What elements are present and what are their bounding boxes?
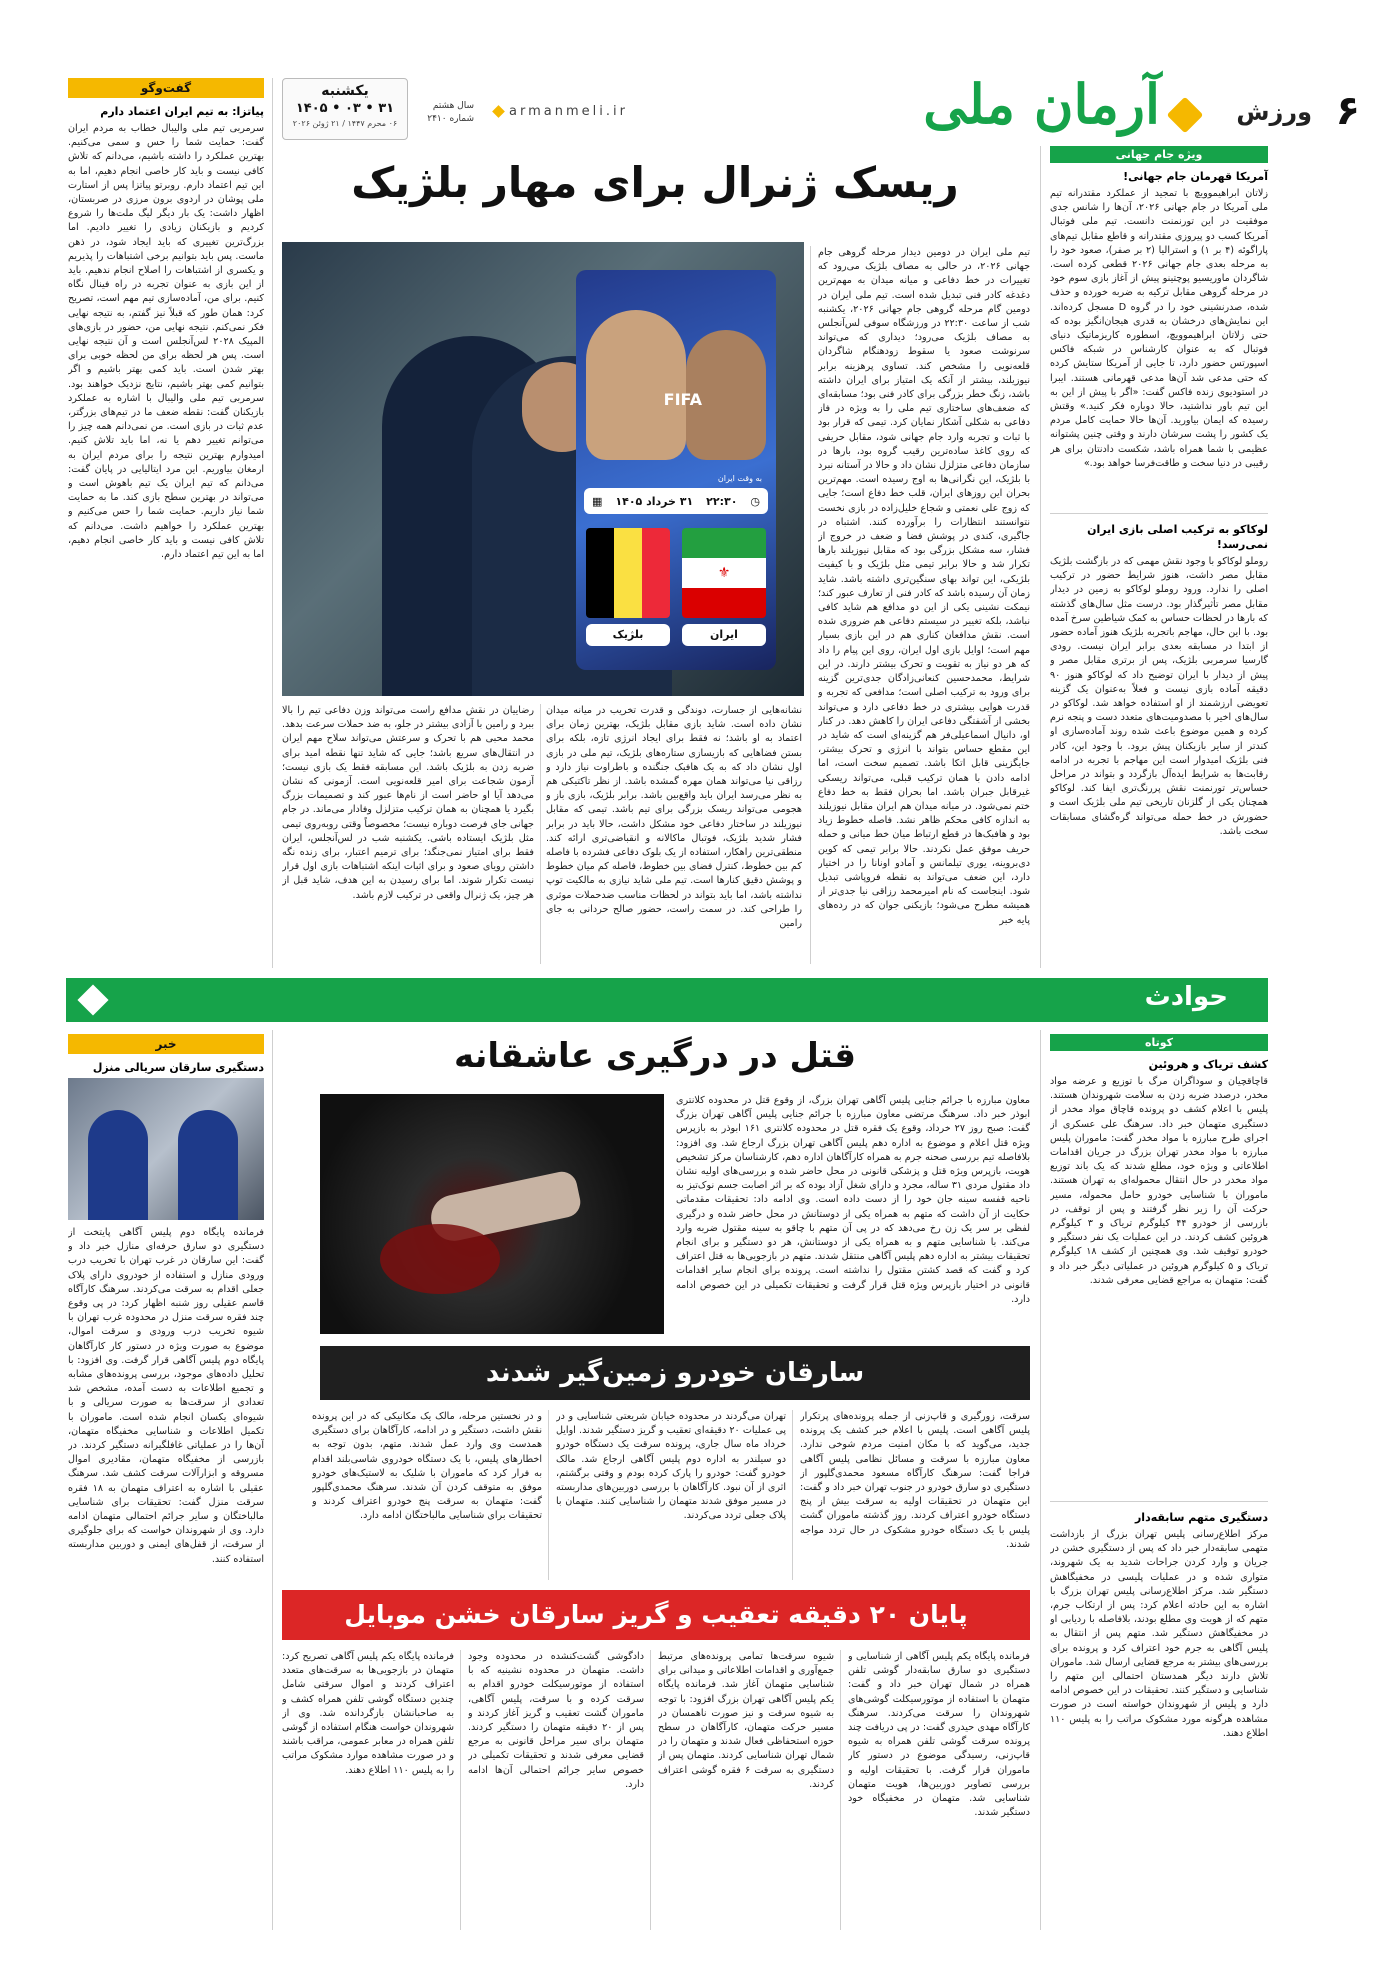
arrest-body: مرکز اطلاع‌رسانی پلیس تهران بزرگ از بازداشت متهمی سابقه‌دار خبر داد که پس از دستگیری خشن در جریان و وارد کردن جراحات شدید به یک شهروند، متواری شده و در عملیات پلیسی در مخفیگاهش دستگیر شد. مرکز اطلاع‌رسانی پلیس تهران بزرگ با اشاره به این حادثه اعلام کرد: پس از ارتکاب جرم، متهم که از هویت وی مطلع بودند، بلافاصله با ردیابی او در مخفیگاهش دستگیر شد. متهم پس از انتقال به پلیس آگاهی به جرم خود اعتراف کرد و پرونده برای بررسی‌های بیشتر به مرجع قضایی ارسال شد. ماموران تلاش دارند دیگر همدستان احتمالی این متهم را شناسایی و دستگیر کنند. تحقیقات در این خصوص ادامه دارد و پلیس از شهروندان خواسته است در صورت مشاهده هرگونه مورد مشکوک مراتب را به پلیس ۱۱۰ اطلاع دهند. <box>1050 1529 1268 1739</box>
thieves-column <box>68 1034 264 1930</box>
coach-photo <box>282 242 804 696</box>
match-info-bar <box>584 488 768 514</box>
fifa-label: FIFA <box>663 390 702 409</box>
murder-headline: قتل در درگیری عاشقانه <box>453 1036 857 1076</box>
mobile-col1: فرمانده پایگاه یکم پلیس آگاهی از شناسایی و دستگیری دو سارق سابقه‌دار گوشی تلفن همراه در شمال تهران خبر داد و گفت: متهمان با استفاده از موتورسیکلت گوشی‌های شهروندان را سرقت می‌کردند. سرهنگ کارآگاه مهدی حیدری گفت: در پی دریافت چند پرونده سرقت گوشی تلفن همراه به شیوه قاپ‌زنی، رسیدگی موضوع در دستور کار ماموران قرار گرفت. با تحقیقات اولیه و بررسی تصاویر دوربین‌ها، هویت متهمان شناسایی شد. متهمان در مخفیگاه خود دستگیر شدند. <box>848 1651 1030 1819</box>
interview-body: سرمربی تیم ملی والیبال خطاب به مردم ایران گفت: حمایت شما را حس و سمی می‌کنیم. بهترین عملکرد را داشته باشیم، می‌دانم که تلاش کافی نیست و باید کار خاصی انجام دهیم، اما به این تیم اعتماد دارم. روبرتو پیاتزا پس از استارت ملی پوشان در اردوی برون مرزی در صربستان، اظهار داشت: یک بار دیگر لیگ ملت‌ها را شروع کردیم و بازیکنان زیادی را تغییر دادیم. اما بزرگ‌ترین تغییری که باید ایجاد شود، در ذهن ماست. پس باید بتوانیم برخی اشتباهات را پذیریم و یکسری از اشتباهات را اصلاح انجام ندهیم. باید از این بازی به عنوان تجربه در راه فینال نگاه کنیم. برای من، آماده‌سازی تیم مهم است، تصریح کرد: همان طور که قبلاً نیز گفتم، به نتیجه نهایی فکر نمی‌کنم. نتیجه نهایی من، حضور در بازی‌های المپیک ۲۰۲۸ لس‌آنجلس است و آن نتیجه نهایی است. پس هر لحظه برای من لحظه خوبی برای بهتر شدن است. باید کمی بهتر باشیم و اگر بتوانیم کمی بهتر باشیم، نتایج نزدیک خواهند بود. سرمربی تیم ملی والیبال با اشاره به عملکرد بازیکنان گفت: نقطه ضعف ما در تیم‌های بزرگتر، عدم ثبات در بازی است. من نمی‌دانم همه چیز را می‌توانم تغییر دهم یا نه، اما باید تلاش کنیم. امیدوارم بهترین نتیجه را برای مردم ایران به ارمغان بیاوریم. این مرد ایتالیایی در پایان گفت: می‌دانم که تیم ایران یک تیم باهوش است و می‌تواند در بهترین سطح بازی کند. ما به حمایت شما نیاز داریم. حمایت شما را حس می‌کنیم و بهترین عملکرد را خواهیم داشت. می‌دانم که تلاش کافی نیست و باید کار خاصی انجام دهیم، اما به این تیم اعتماد دارم. <box>68 123 264 561</box>
site-block <box>494 104 628 119</box>
logo-diamond-icon <box>1167 97 1204 134</box>
date-persian: ۳۱ • ۰۳ • ۱۴۰۵ <box>295 101 395 116</box>
mobile-col2: شیوه سرقت‌ها تمامی پرونده‌های مرتبط جمع‌آوری و اقدامات اطلاعاتی و میدانی برای شناسایی متهمان آغاز شد. فرمانده پایگاه یکم پلیس آگاهی تهران بزرگ افزود: با توجه به شیوه سرقت و نیز صورت ناهمسان در مسیر حرکت متهمان، کارآگاهان در سطح حوزه استحفاظی فعال شدند و متهمان را در شمال تهران شناسایی کردند. متهمان پس از دستگیری به سرقت ۶ فقره گوشی اعتراف کردند. <box>658 1651 834 1790</box>
weekday: یکشنبه <box>321 83 369 99</box>
belgium-flag <box>586 528 670 618</box>
team-home-label: ایران <box>682 624 766 646</box>
car-col2: تهران می‌گردند در محدوده خیابان شریعتی شناسایی و در پی عملیات ۲۰ دقیقه‌ای تعقیب و گریز دستگیر شدند. اوایل خرداد ماه سال جاری، پرونده سرقت یک دستگاه خودرو دو سیلندر به اداره دوم پلیس آگاهی ارجاع شد. مالک خودرو گفت: خودرو را پارک کرده بودم و وقتی برگشتم، اثری از آن نبود. کارآگاهان با بررسی دوربین‌های مداربسته در مسیر موفق شدند متهمان را شناسایی کنند. متهمان با پلاک جعلی تردد می‌کردند. <box>556 1411 786 1522</box>
calendar-icon: ▦ <box>592 494 603 508</box>
section-name: ورزش <box>1236 98 1312 126</box>
date-other: ۰۶ محرم ۱۴۴۷ / ۲۱ ژوئن ۲۰۲۶ <box>292 119 398 128</box>
usa-headline: آمریکا قهرمان جام جهانی! <box>1123 170 1268 183</box>
newspaper-logo: آرمان ملی <box>923 72 1160 136</box>
match-date: ۳۱ خرداد ۱۴۰۵ <box>615 494 694 508</box>
thieves-photo <box>68 1078 264 1220</box>
site-url[interactable]: armanmeli.ir <box>509 104 628 119</box>
hawades-band <box>66 978 1268 1022</box>
issue-label: شماره ۲۴۱۰ <box>427 114 474 124</box>
team-away-label: بلژیک <box>586 624 670 646</box>
band-diamond-icon <box>77 984 108 1015</box>
hawades-label: حوادث <box>1144 982 1228 1012</box>
interview-column <box>68 78 264 968</box>
clock-icon: ◷ <box>750 494 760 508</box>
date-box <box>282 78 408 140</box>
briefs-column <box>1050 1034 1268 1930</box>
mobile-thieves-banner: پایان ۲۰ دقیقه تعقیب و گریز سارقان خشن موبایل <box>282 1590 1030 1640</box>
lukaku-headline: لوکاکو به ترکیب اصلی بازی ایران نمی‌رسد! <box>1087 523 1268 551</box>
worldcup-tag: ویژه جام جهانی <box>1050 146 1268 163</box>
car-thieves-banner: سارقان خودرو زمین‌گیر شدند <box>320 1346 1030 1400</box>
main-story-col1: تیم ملی ایران در دومین دیدار مرحله گروهی جام جهانی ۲۰۲۶، در حالی به مصاف بلژیک می‌رود که تغییرات در خط دفاعی و میانه میدان به مهم‌ترین دغدغه کادر فنی تبدیل شده است. تیم ملی ایران در دومین گام مرحله گروهی جام جهانی ۲۰۲۶، یکشنبه شب از ساعت ۲۲:۳۰ در ورزشگاه سوفی لس‌آنجلس به مصاف بلژیک می‌رود؛ دیداری که می‌تواند سرنوشت صعود یا سقوط زودهنگام شاگردان قلعه‌نویی را مشخص کند. تساوی پرهزینه برابر نیوزیلند، بیشتر از آنکه یک امتیاز برای ایران داشته باشد، زنگ خطر بزرگی برای کادر فنی بود؛ مسابقه‌ای که ضعف‌های ساختاری تیم ملی را به ویژه در فاز دفاعی به شکلی آشکار نمایان کرد. تیمی که قرار بود با ثبات و تجربه وارد جام جهانی شود، مقابل حریفی که روی کاغذ ساده‌ترین رقیب گروه بود، بارها در سازمان دفاعی متزلزل نشان داد و حالا در آستانه نبرد با بلژیک، این نگرانی‌ها به اوج رسیده است. مهم‌ترین بحران این روزهای ایران، قلب خط دفاع است؛ جایی که زوج علی نعمتی و شجاع خلیل‌زاده در بازی نخست نتوانستند انتظارات را برآورده کنند. اشتباه در جاگیری، کندی در پوشش فضا و ضعف در خروج از فشار، سه مشکل بزرگی بود که مقابل نیوزیلند بارها تکرار شد و حالا برابر تیمی مثل بلژیک و با کیفیت بلژیکی، این تواند بهای سنگین‌تری داشته باشد. شاید زمان آن رسیده باشد که کادر فنی از تعارف عبور کند؛ نیمکت نشینی یکی از این دو مدافع هم شاید کافی نباشد، بلکه تغییر در سیستم دفاعی هم ضروری شده است. نقش مدافعان کناری هم در این بازی بسیار مهم است؛ اوایل بازی اول ایران، روی این پیام را داد که هر دو نیاز به تقویت و تحرک بیشتر دارند. در این شرایط، محمدحسین کنعانی‌زادگان جدی‌ترین گزینه برای ورود به ترکیب اصلی است؛ مدافعی که تجربه و قدرت هوایی بیشتری در خط دفاعی دارد و می‌تواند بخشی از آشفتگی دفاعی ایران را کاهش دهد. در کنار او، دانیال اسماعیلی‌فر هم گزینه‌ای است که شاید در این مقطع حساس بتواند با انرژی و تحرک بیشتر، جایگزینی قابل اتکا باشد. تصمیم سخت است، اما ادامه دادن با همان ترکیب قبلی، می‌تواند ریسکی غیرقابل جبران باشد. اما بحران فقط به خط دفاع ختم نمی‌شود. در میانه میدان هم ایران مقابل نیوزیلند به اندازه کافی محکم ظاهر نشد. فاصله خطوط زیاد بود و هافبک‌ها در قطع ارتباط میان خط میانی و حمله حریف موفق عمل نکردند. حالا برابر تیمی که کوین دی‌بروینه، یوری تیلمانس و آمادو اونانا را در اختیار دارد، این ضعف می‌تواند به نقطه فروپاشی تبدیل شود. اینجاست که نام امیرمحمد رزاقی نیا جدی‌تر از همیشه مطرح می‌شود؛ بازیکنی جوان که در رده‌های پایه خبر <box>818 247 1030 926</box>
murder-body: معاون مبارزه با جرائم جنایی پلیس آگاهی تهران بزرگ، از وقوع قتل در محدوده کلانتری ابوذر خبر داد. سرهنگ مرتضی معاون مبارزه با جرائم جنایی پلیس آگاهی تهران بزرگ گفت: صبح روز ۲۷ خرداد، وقوع یک فقره قتل در محدوده کلانتری ۱۶۱ ابوذر به بازپرس ویژه قتل اعلام و موضوع به اداره دهم پلیس آگاهی تهران بزرگ ارجاع شد. وی افزود: بلافاصله تیم بررسی صحنه جرم به همراه کارآگاهان اداره دهم، کارشناسان مرکز تشخیص هویت، بازپرس ویژه قتل و پزشکی قانونی در محل حاضر شده و بررسی‌های اولیه نشان داد مقتول مردی ۳۱ ساله، مجرد و دارای شغل آزاد بوده که بر اثر اصابت جسم نوک‌تیز به ناحیه قفسه سینه جان خود را از دست داده است. وی ادامه داد: تحقیقات مقدماتی حکایت از آن داشت که متهم به همراه یکی از دوستانش در محل حاضر شده و درگیری لفظی بر سر یک زن رخ می‌دهد که در پی آن متهم با چاقو به سینه مقتول ضربه وارد می‌کند. با شناسایی متهم و به همراه یکی از دوستانش، هر دو دستگیر و برای انجام تحقیقات بیشتر به اداره دهم پلیس آگاهی منتقل شدند. متهم در بازجویی‌ها به قتل اعتراف کرد و گفت که قصد کشتن مقتول را نداشته است. پرونده برای انجام سایر اقدامات قانونی در اختیار بازپرس ویژه قتل قرار گرفت و تحقیقات تکمیلی در این خصوص ادامه دارد. <box>676 1095 1030 1305</box>
interview-headline: پیاتزا: به تیم ایران اعتماد دارم <box>100 105 264 118</box>
drugs-body: قاچاقچیان و سوداگران مرگ با توزیع و عرضه مواد مخدر، درصدد ضربه زدن به سلامت شهروندان هستند. پلیس با اعلام کشف دو پرونده قاچاق مواد مخدر از دستگیری متهمان خبر داد. سرهنگ علی عسکری از اجرای طرح مبارزه با مواد مخدر گفت: ماموران پلیس مبارزه با مواد مخدر تهران بزرگ در جریان اقدامات اطلاعاتی و ویژه خود، مطلع شدند که یک باند توزیع مواد مخدر در حال انتقال محموله‌ای به تهران هستند. ماموران با شناسایی خودرو حامل محموله، مسیر حرکت آن را زیر نظر گرفتند و پس از توقف، در بازرسی از خودرو ۴۴ کیلوگرم تریاک و ۳ کیلوگرم هروئین کشف کردند. در این عملیات یک نفر دستگیر و خودرو توقیف شد. وی همچنین از کشف ۱۸ کیلوگرم تریاک و ۵ کیلوگرم هروئین در عملیاتی دیگر خبر داد و گفت: متهمان به مراجع قضایی معرفی شدند. <box>1050 1076 1268 1286</box>
arrest-headline: دستگیری متهم سابقه‌دار <box>1134 1511 1268 1524</box>
main-headline: ریسک ژنرال برای مهار بلژیک <box>351 158 959 207</box>
briefs-tag: کوتاه <box>1050 1034 1268 1051</box>
main-story-col3: رضاییان در نقش مدافع راست می‌تواند وزن دفاعی تیم را بالا ببرد و رامین با آزادی بیشتر در جلو، به ضد حملات سرعت بدهد. محمد محبی هم با تحرک و سرعتش می‌تواند سلاح مهم ایران در انتقال‌های سریع باشد؛ جایی که شاید تنها نقطه امید برای ضربه زدن به بلژیک باشد. این مسابقه فقط یک بازی نیست؛ آزمون شجاعت برای امیر قلعه‌نویی است. آزمونی که نشان می‌دهد آیا او حاضر است از نام‌ها عبور کند و تصمیمات بزرگ بگیرد یا همچنان به همان ترکیب متزلزل وفادار می‌ماند. در جام جهانی جای فرصت دوباره نیست؛ مخصوصاً وقتی روبه‌روی تیمی مثل بلژیک ایستاده باشی. یکشنبه شب در لس‌آنجلس، ایران فقط برای امتیاز نمی‌جنگد؛ برای ترمیم اعتبار، برای زنده نگه داشتن رویای صعود و برای اثبات اینکه اشتباهات بازی اول قرار نیست تکرار شوند. اما برای رسیدن به این هدف، شاید قبل از هر چیز، یک ژنرال واقعی در ترکیب لازم باشد. <box>282 705 534 901</box>
mobile-col4: فرمانده پایگاه یکم پلیس آگاهی تصریح کرد: متهمان در بازجویی‌ها به سرقت‌های متعدد اعتراف کردند و اموال سرقتی شامل چندین دستگاه گوشی تلفن همراه کشف و به صاحبانشان بازگردانده شد. وی از شهروندان خواست هنگام استفاده از گوشی تلفن همراه در معابر عمومی، مراقب باشند و در صورت مشاهده موارد مشکوک مراتب را به پلیس ۱۱۰ اطلاع دهند. <box>282 1651 454 1776</box>
interview-tag: گفت‌وگو <box>68 78 264 98</box>
usa-body: زلاتان ابراهیموویچ با تمجید از عملکرد مقتدرانه تیم ملی آمریکا در جام جهانی ۲۰۲۶، آن‌ها را شانس جدی موفقیت در این تورنمنت دانست. تیم ملی فوتبال آمریکا کسب دو پیروزی مقتدرانه و قاطع مقابل تیم‌های پاراگوئه (۴ بر ۱) و استرالیا (۲ بر صفر)، صعود خود را به مرحله بعدی جام جهانی ۲۰۲۶ قطعی کرده است. شاگردان ماوریسیو پوچتینو پیش از آغاز بازی سوم خود در مرحله گروهی مقابل ترکیه به ضربه خورده و حذف شده، صدرنشینی خود را در گروه D مسجل کرده‌اند. این نمایش‌های درخشان به قدری هیجان‌انگیز بوده که حتی زلاتان ابراهیموویچ، اسطوره کاریزماتیک دنیای فوتبال که به عنوان کارشناس در شبکه فاکس اسپورتس حضور دارد، تا جایی از آمریکا ستایش کرده که حتی مدعی شد آن‌ها مدعی قهرمانی هستند. ایبرا در استودیوی زنده فاکس گفت: «اگر با پیش از این به این تیم باور نداشتید، حالا دوباره فکر کنید.» وقتش رسیده که ایمان بیاورید. آن‌ها حالا حمایت کامل مردم یک کشور را پشت سرشان دارند و وقتی چنین پشتوانه عظیمی با شما همراه باشد، شکست دادنتان برای هر رقیبی در دنیا سخت و طاقت‌فرسا خواهد بود.» <box>1050 188 1268 469</box>
issue-info <box>412 100 474 126</box>
thieves-body: فرمانده پایگاه دوم پلیس آگاهی پایتخت از دستگیری دو سارق حرفه‌ای منازل خبر داد و گفت: این سارقان در غرب تهران با تخریب درب ورودی منازل و استفاده از خودروی دارای پلاک جعلی اقدام به سرقت می‌کردند. سرهنگ کارآگاه قاسم عقیلی روز شنبه اظهار کرد: در پی وقوع چند فقره سرقت منزل در محدوده غرب تهران با شیوه تخریب درب ورودی و سرقت اموال، موضوع به صورت ویژه در دستور کار کارآگاهان پایگاه دوم پلیس آگاهی قرار گرفت. وی افزود: با تحلیل داده‌های موجود، بررسی پرونده‌های مشابه و تجمیع اطلاعات به دست آمده، مشخص شد تعدادی از سرقت‌ها به صورت سریالی و با شیوه‌ای یکسان انجام شده است. ماموران با تکمیل اطلاعات و شناسایی مخفیگاه متهمان، آن‌ها را در عملیاتی غافلگیرانه دستگیر کردند. در بازرسی از مخفیگاه متهمان، مقادیری اموال مسروقه و ابزارآلات سرقت کشف شد. سرهنگ عقیلی با اشاره به اعتراف متهمان به ۱۸ فقره سرقت منزل گفت: تحقیقات برای شناسایی مالباختگان و سایر جرائم احتمالی متهمان ادامه دارد. وی از شهروندان خواست که برای جلوگیری از سرقت، از قفل‌های ایمنی و دوربین مداربسته استفاده کنند. <box>68 1227 264 1565</box>
drugs-headline: کشف تریاک و هروئین <box>1148 1058 1268 1071</box>
thieves-headline: دستگیری سارقان سریالی منزل <box>92 1061 264 1074</box>
match-time-note: به وقت ایران <box>717 474 762 483</box>
match-card <box>576 270 776 670</box>
car-col1: سرقت، زورگیری و قاپ‌زنی از جمله پرونده‌های پرتکرار پلیس آگاهی است. پلیس با اعلام خبر کشف یک پرونده جدید، می‌گوید که با مکان امنیت مردم شوخی ندارد. معاون مبارزه با سرقت و مسائل نظامی پلیس آگاهی فراجا گفت: سرهنگ کارآگاه مسعود محمدی‌گلپور از دستگیری دو سارق خودرو در جنوب تهران خبر داد و گفت: این متهمان در تحقیقات اولیه به سرقت بیش از پنج دستگاه خودرو اعتراف کردند. روز گذشته ماموران گشت پلیس با یک دستگاه خودرو مشکوک در حال تردد مواجه شدند. <box>800 1411 1030 1550</box>
page-number: ۶ <box>1335 88 1360 134</box>
year-label: سال هشتم <box>432 101 474 111</box>
lukaku-body: روملو لوکاکو با وجود نقش مهمی که در بازگشت بلژیک مقابل مصر داشت، هنوز شرایط حضور در ترکیب اصلی را ندارد. ورود روملو لوکاکو به زمین در دیدار مقابل مصر تأثیرگذار بود. درست مثل سال‌های گذشته که بارها در لحظات حساس به کمک شیاطین سرخ آمده بود. با این حال، مهاجم باتجربه بلژیک هنوز آماده حضور از ابتدا در مسابقه بعدی برابر ایران نیست. رودی گارسیا سرمربی بلژیک، پس از برتری مقابل مصر و پیش از دیدار با ایران توضیح داد که لوکاکو هنوز ۹۰ دقیقه آماده بازی نیست و فعلاً به‌عنوان یک گزینه تعویضی ارزشمند از او استفاده خواهد شد. لوکاکو در سال‌های اخیر با مصدومیت‌های متعدد دست و پنجه نرم کرده و همین موضوع باعث شده روند آماده‌سازی او کندتر از سایر بازیکنان پیش برود. با وجود این، کادر فنی بلژیک امیدوار است این مهاجم با تجربه در ادامه رقابت‌ها به شرایط ایده‌آل بازگردد و بتواند در مراحل حساس‌تر تورنمنت نقش پررنگ‌تری ایفا کند. لوکاکو همچنان یکی از گلزنان تاریخی تیم ملی بلژیک است و حضورش در خط حمله می‌تواند گره‌گشای مسابقات سخت باشد. <box>1050 556 1268 837</box>
hand-photo <box>320 1094 664 1334</box>
match-time: ۲۲:۳۰ <box>706 494 738 508</box>
blood-stain <box>380 1224 500 1294</box>
worldcup-column <box>1050 146 1268 966</box>
car-col3: و در نخستین مرحله، مالک یک مکانیکی که در این پرونده نقش داشت، دستگیر و در ادامه، کارآگاهان برای دستگیری همدست وی وارد عمل شدند. متهم، بدون توجه به اخطارهای پلیس، با یک دستگاه خودروی شاسی‌بلند اقدام به فرار کرد که ماموران با شلیک به لاستیک‌های خودرو موفق به متوقف کردن آن شدند. سرهنگ محمدی‌گلپور گفت: متهمان به سرقت پنج خودرو اعتراف کردند و تحقیقات برای شناسایی مالباختگان ادامه دارد. <box>312 1411 542 1522</box>
iran-flag: ⚜ <box>682 528 766 618</box>
main-story-col2: نشانه‌هایی از جسارت، دوندگی و قدرت تخریب در میانه میدان نشان داده است. شاید بازی مقابل بلژیک، بهترین زمان برای اعتماد به او باشد؛ نه فقط برای ایجاد انرژی تازه، بلکه برای بستن فضاهایی که بازیسازی ستاره‌های بلژیک، تیم ملی در بازی اول نشان داد که به یک هافبک جنگنده و باطراوت نیاز دارد و رزاقی نیا می‌تواند همان مهره گمشده باشد. از نظر تاکتیکی هم به نظر می‌رسد ایران باید واقع‌بین باشد. برابر بلژیک، بازی باز و هجومی می‌تواند ریسک بزرگی برای تیم باشد. تیمی که مقابل نیوزیلند در ساختار دفاعی خود مشکل داشت، حالا باید در برابر فشار شدید بلژیک، فوتبال ماکالانه و انقباضی‌تری ارائه کند. منطقی‌ترین راهکار، استفاده از یک بلوک دفاعی فشرده با فاصله کم بین خطوط، کنترل فضای بین خطوط، فاصله کم میان خطوط و پوشش دقیق کنارها است. تیم ملی شاید نیازی به مالکیت توپ نداشته باشد، اما باید بتواند در لحظات مناسب ضدحملات موثری را طراحی کند. در سمت راست، حضور صالح حردانی به جای رامین <box>546 705 802 930</box>
mobile-col3: دادگوشی گشت‌کنشده در محدوده وجود داشت. متهمان در محدوده نشینیه که با استفاده از موتورسیکلت خودرو اقدام به سرقت کرده و با سرقت، پلیس آگاهی، ماموران گشت تعقیب و گریز آغاز کردند و پس از ۲۰ دقیقه متهمان را دستگیر کردند. متهمان برای سیر مراحل قانونی به مرجع قضایی معرفی شدند و تحقیقات تکمیلی در خصوص سایر جرائم احتمالی آن‌ها ادامه دارد. <box>468 1651 644 1790</box>
player-left-shape <box>586 310 686 460</box>
thieves-tag: خبر <box>68 1034 264 1054</box>
site-diamond-icon <box>492 105 505 118</box>
